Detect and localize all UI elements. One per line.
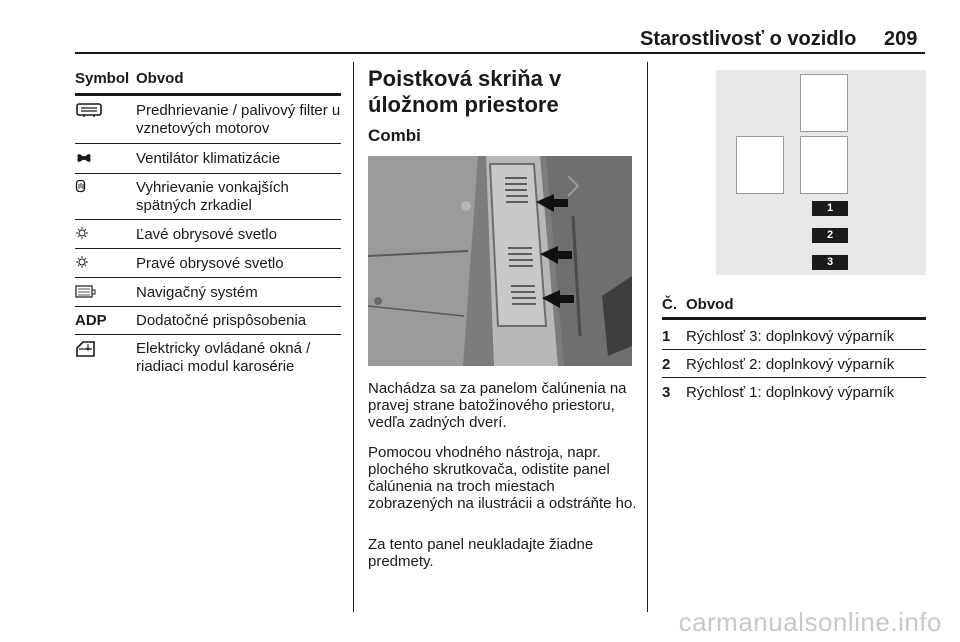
column-divider-1 bbox=[353, 62, 354, 612]
fuse-number: 2 bbox=[662, 356, 671, 373]
column-divider-2 bbox=[647, 62, 648, 612]
section-title: Poistková skriňa v úložnom priestore bbox=[368, 66, 562, 117]
fuse-slot bbox=[800, 136, 848, 194]
row-divider bbox=[75, 173, 341, 174]
power-window-icon bbox=[75, 340, 131, 361]
row-divider bbox=[75, 334, 341, 335]
adp-symbol: ADP bbox=[75, 312, 107, 329]
number-column-header: Č. bbox=[662, 296, 677, 313]
fuse-box-diagram bbox=[716, 70, 926, 275]
preheating-filter-icon bbox=[75, 102, 131, 121]
fuse-label: 3 bbox=[812, 255, 848, 270]
table-row-label: Ľavé obrysové svetlo bbox=[136, 226, 277, 243]
fuse-number: 3 bbox=[662, 384, 671, 401]
paragraph: Nachádza sa za panelom čalúnenia na pravej strane batožinového priestoru, vedľa zadných dverí. bbox=[368, 380, 627, 431]
symbol-column-header: Symbol bbox=[75, 70, 130, 87]
table-row-label: Ventilátor klimatizácie bbox=[136, 150, 281, 167]
fuse-slot bbox=[736, 136, 784, 194]
fuse-label: 1 bbox=[812, 201, 848, 216]
table-row-label: Elektricky ovládané okná / riadiaci modul karosérie bbox=[136, 340, 311, 375]
row-divider bbox=[662, 377, 926, 378]
table-row-label: Dodatočné prispôsobenia bbox=[136, 312, 307, 329]
symbol-table-header-rule bbox=[75, 93, 341, 96]
page-header-title: Starostlivosť o vozidlo bbox=[640, 28, 857, 50]
table-row-label: Pravé obrysové svetlo bbox=[136, 255, 284, 272]
fuse-circuit-label: Rýchlosť 3: doplnkový výparník bbox=[686, 328, 895, 345]
fuse-number: 1 bbox=[662, 328, 671, 345]
row-divider bbox=[75, 306, 341, 307]
page-number: 209 bbox=[884, 28, 918, 50]
row-divider bbox=[75, 143, 341, 144]
navigation-icon bbox=[75, 284, 131, 303]
section-subtitle: Combi bbox=[368, 126, 421, 145]
fuse-label: 2 bbox=[812, 228, 848, 243]
left-side-light-icon bbox=[75, 226, 131, 245]
circuit-column-header: Obvod bbox=[136, 70, 184, 87]
paragraph: Za tento panel neukladajte žiadne predmety. bbox=[368, 536, 594, 570]
watermark: carmanualsonline.info bbox=[678, 607, 942, 637]
fuse-circuit-label: Rýchlosť 1: doplnkový výparník bbox=[686, 384, 895, 401]
table-row-label: Navigačný systém bbox=[136, 284, 258, 301]
paragraph: Pomocou vhodného nástroja, napr. plochého skrutkovača, odistite panel čalúnenia na troch miestach zobrazených na ilustrácii a odstráňte ho. bbox=[368, 444, 637, 512]
row-divider bbox=[75, 219, 341, 220]
header-rule bbox=[75, 52, 925, 54]
table-row-label: Vyhrievanie vonkajších spätných zrkadiel bbox=[136, 179, 289, 214]
table-row-label: Predhrievanie / palivový filter u vznetových motorov bbox=[136, 102, 341, 137]
row-divider bbox=[75, 248, 341, 249]
fuse-slot bbox=[800, 74, 848, 132]
right-side-light-icon bbox=[75, 255, 131, 274]
row-divider bbox=[75, 277, 341, 278]
trim-panel-photo bbox=[368, 156, 632, 366]
circuit-column-header: Obvod bbox=[686, 296, 734, 313]
row-divider bbox=[662, 349, 926, 350]
mirror-heating-icon bbox=[75, 179, 131, 198]
fuse-table-header-rule bbox=[662, 317, 926, 320]
fan-icon bbox=[75, 150, 131, 169]
fuse-circuit-label: Rýchlosť 2: doplnkový výparník bbox=[686, 356, 895, 373]
